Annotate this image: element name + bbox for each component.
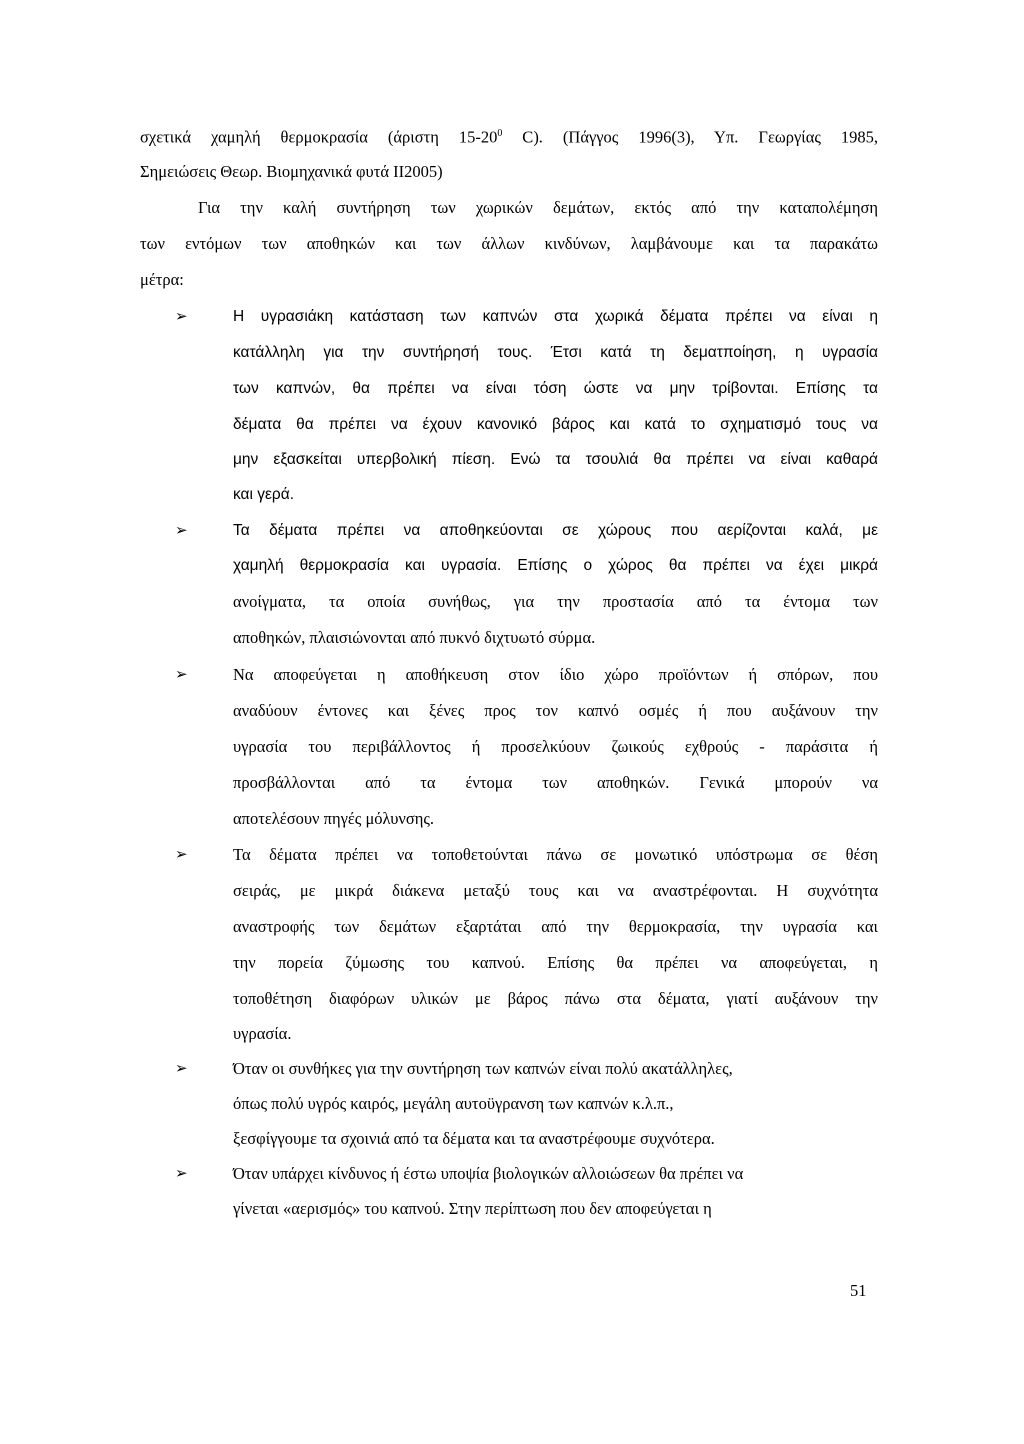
text-line: υγρασία.	[233, 1024, 292, 1043]
text-line: προσβάλλονται από τα έντομα των αποθηκών. Γενικά μπορούν να	[233, 773, 878, 792]
arrow-bullet-icon: ➢	[175, 521, 188, 539]
text-line: σειράς, με μικρά διάκενα μεταξύ τους και να αναστρέφονται. Η συχνότητα	[233, 881, 878, 900]
text-line: χαμηλή θερμοκρασία και υγρασία. Επίσης ο χώρος θα πρέπει να έχει μικρά	[233, 557, 878, 574]
arrow-bullet-icon: ➢	[175, 307, 188, 325]
text-line: και γερά.	[233, 486, 295, 503]
text-line: δέματα θα πρέπει να έχουν κανονικό βάρος και κατά το σχηματισμό τους να	[233, 416, 878, 433]
text-line: Τα δέματα πρέπει να αποθηκεύονται σε χώρους που αερίζονται καλά, με	[233, 522, 878, 539]
text-line: κατάλληλη για την συντήρησή τους. Έτσι κατά τη δεματποίηση, η υγρασία	[233, 344, 878, 361]
text-line: αναστροφής των δεμάτων εξαρτάται από την θερμοκρασία, την υγρασία και	[233, 917, 878, 936]
text-line: την πορεία ζύμωσης του καπνού. Επίσης θα πρέπει να αποφεύγεται, η	[233, 953, 878, 972]
superscript: 0	[497, 128, 503, 139]
arrow-bullet-icon: ➢	[175, 845, 188, 863]
text-line: Για την καλή συντήρηση των χωρικών δεμάτων, εκτός από την καταπολέμηση	[198, 198, 878, 217]
text-line: Όταν υπάρχει κίνδυνος ή έστω υποψία βιολογικών αλλοιώσεων θα πρέπει να	[233, 1164, 744, 1183]
text-line: ανοίγματα, τα οποία συνήθως, για την προστασία από τα έντομα των	[233, 592, 878, 611]
text-line: υγρασία του περιβάλλοντος ή προσελκύουν ζωικούς εχθρούς - παράσιτα ή	[233, 737, 878, 756]
text-line: τοποθέτηση διαφόρων υλικών με βάρος πάνω στα δέματα, γιατί αυξάνουν την	[233, 989, 878, 1008]
arrow-bullet-icon: ➢	[175, 665, 188, 683]
text-line: γίνεται «αερισμός» του καπνού. Στην περίπτωση που δεν αποφεύγεται η	[233, 1199, 712, 1218]
text-line: Η υγρασιάκη κατάσταση των καπνών στα χωρικά δέματα πρέπει να είναι η	[233, 308, 878, 325]
text-line: Τα δέματα πρέπει να τοποθετούνται πάνω σε μονωτικό υπόστρωμα σε θέση	[233, 845, 878, 864]
text-line: των εντόμων των αποθηκών και των άλλων κινδύνων, λαμβάνουμε και τα παρακάτω	[140, 234, 878, 253]
text-line: σχετικά χαμηλή θερμοκρασία (άριστη $15-20^0$ C). (Πάγγος 1996(3), Υπ. Γεωργίας 1985,	[140, 127, 878, 147]
text-line: μέτρα:	[140, 270, 184, 289]
arrow-bullet-icon: ➢	[175, 1164, 188, 1182]
text-line: Σημειώσεις Θεωρ. Βιομηχανικά φυτά ΙΙ2005)	[140, 162, 443, 181]
text-line: Να αποφεύγεται η αποθήκευση στον ίδιο χώρο προϊόντων ή σπόρων, που	[233, 665, 878, 684]
text-line: αναδύουν έντονες και ξένες προς τον καπνό οσμές ή που αυξάνουν την	[233, 701, 878, 720]
text-line: των καπνών, θα πρέπει να είναι τόση ώστε να μην τρίβονται. Επίσης τα	[233, 380, 878, 397]
text-line: Όταν οι συνθήκες για την συντήρηση των καπνών είναι πολύ ακατάλληλες,	[233, 1059, 733, 1078]
page-number: 51	[850, 1281, 867, 1300]
arrow-bullet-icon: ➢	[175, 1059, 188, 1077]
text-line: όπως πολύ υγρός καιρός, μεγάλη αυτοϋγρανση των καπνών κ.λ.π.,	[233, 1094, 674, 1113]
text-line: ξεσφίγγουμε τα σχοινιά από τα δέματα και τα αναστρέφουμε συχνότερα.	[233, 1129, 715, 1148]
text-line: μην εξασκείται υπερβολική πίεση. Ενώ τα τσουλιά θα πρέπει να είναι καθαρά	[233, 451, 878, 468]
text-line: αποτελέσουν πηγές μόλυνσης.	[233, 809, 435, 828]
text-line: αποθηκών, πλαισιώνονται από πυκνό διχτυωτό σύρμα.	[233, 628, 596, 647]
